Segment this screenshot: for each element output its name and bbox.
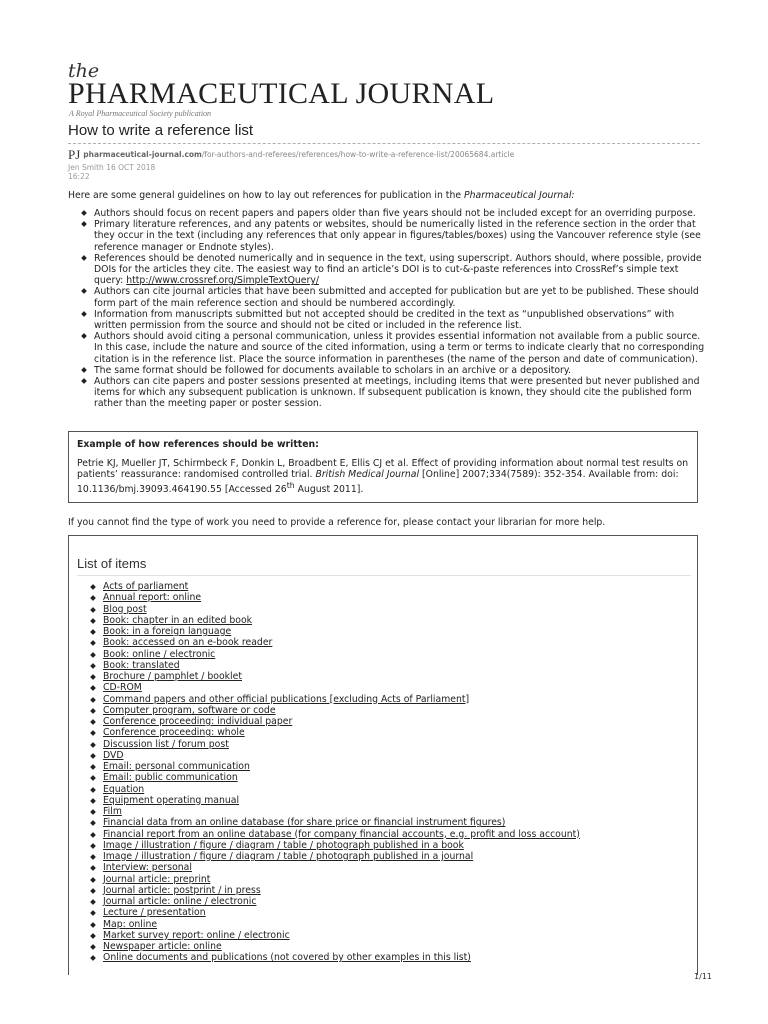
list-item	[77, 637, 580, 648]
item-link[interactable]: Book: online / electronic	[103, 648, 216, 660]
item-link[interactable]: Equation	[103, 783, 145, 795]
item-link[interactable]: DVD	[103, 749, 124, 761]
item-link[interactable]: Annual report: online	[103, 592, 202, 604]
contact-librarian-text: If you cannot find the type of work you need to provide a reference for, please contact your librarian for more help.	[68, 517, 606, 528]
item-link[interactable]: Financial report from an online database (for company financial accounts, e.g. profit and loss account)	[103, 828, 580, 840]
author-date: Jen Smith 16 OCT 2018	[68, 163, 156, 172]
item-link[interactable]: Book: chapter in an edited book	[103, 614, 253, 626]
guideline-item: Authors should focus on recent papers and papers older than five years should not be included except for an overriding purpose.	[68, 208, 708, 219]
list-item	[77, 840, 580, 851]
list-item	[77, 896, 580, 907]
source-url-line[interactable]	[68, 147, 514, 163]
list-item	[77, 592, 580, 603]
list-item	[77, 671, 580, 682]
item-link[interactable]: Journal article: online / electronic	[103, 896, 257, 907]
item-link[interactable]: Acts of parliament	[103, 581, 189, 592]
intro-paragraph	[68, 190, 575, 201]
list-item	[77, 784, 580, 795]
list-item	[77, 885, 580, 896]
example-journal: British Medical Journal	[315, 469, 420, 481]
publish-time: 16:22	[68, 172, 90, 181]
list-item	[77, 772, 580, 783]
guideline-item: Authors can cite papers and poster sessions presented at meetings, including items that were presented but never published and items for which any subsequent publication is unknown. If subsequent publication is known, they should cite the published form rather than the meeting paper or poster session.	[68, 376, 708, 410]
list-item	[77, 739, 580, 750]
list-item	[77, 907, 580, 918]
list-item	[77, 817, 580, 828]
guideline-item: References should be denoted numerically and in sequence in the text, using superscript. Authors should, where possible, provide DOIs for the articles they cite. The easiest way to find an article’s DOI is to cut-&-paste references into CrossRef’s simple text query: http://www.crossref.org/SimpleTextQuery/	[68, 253, 708, 287]
list-item	[77, 716, 580, 727]
list-item	[77, 919, 580, 930]
list-of-items-box	[68, 535, 698, 975]
item-link[interactable]: CD-ROM	[103, 682, 142, 694]
item-link[interactable]: Discussion list / forum post	[103, 738, 229, 750]
list-item	[77, 862, 580, 873]
item-link[interactable]: Financial data from an online database (for share price or financial instrument figures)	[103, 817, 506, 829]
article-meta	[68, 163, 155, 181]
list-item	[77, 930, 580, 941]
item-link[interactable]: Newspaper article: online	[103, 941, 222, 952]
list-item	[77, 952, 580, 963]
list-item	[77, 626, 580, 637]
list-item	[77, 941, 580, 952]
page-number: 1/11	[694, 972, 712, 981]
list-item	[77, 761, 580, 772]
intro-text: Here are some general guidelines on how to lay out references for publication in the	[68, 190, 465, 201]
intro-journal-name: Pharmaceutical Journal:	[464, 190, 575, 201]
list-item	[77, 806, 580, 817]
example-heading: Example of how references should be written:	[77, 439, 319, 450]
guideline-item: Authors can cite journal articles that have been submitted and accepted for publication but are yet to be published. These should form part of the main reference section and should be numbered accordingly.	[68, 286, 708, 308]
list-item	[77, 874, 580, 885]
list-heading-divider	[77, 575, 691, 576]
item-link[interactable]: Market survey report: online / electronic	[103, 929, 290, 941]
item-link[interactable]: Computer program, software or code	[103, 704, 276, 716]
list-item	[77, 604, 580, 615]
item-link[interactable]: Image / illustration / figure / diagram / table / photograph published in a journal	[103, 851, 474, 862]
item-link[interactable]: Lecture / presentation	[103, 907, 206, 919]
url-domain[interactable]: pharmaceutical-journal.com	[83, 150, 202, 159]
item-link[interactable]: Journal article: postprint / in press	[103, 884, 261, 896]
item-links-list	[77, 581, 580, 964]
list-heading: List of items	[77, 556, 147, 571]
item-link[interactable]: Email: personal communication	[103, 761, 250, 772]
url-path[interactable]: /for-authors-and-referees/references/how-to-write-a-reference-list/20065684.article	[201, 150, 515, 159]
list-item	[77, 581, 580, 592]
article-title: How to write a reference list	[68, 122, 254, 139]
guideline-item: The same format should be followed for documents available to scholars in an archive or a depository.	[68, 365, 708, 376]
list-item	[77, 727, 580, 738]
item-link[interactable]: Book: accessed on an e-book reader	[103, 637, 273, 649]
guideline-item: Primary literature references, and any patents or websites, should be numerically listed in the reference section in the order that they occur in the text (including any references that only appear in figures/tables/boxes) using the Vancouver reference style (see reference manager or Endnote styles).	[68, 219, 708, 253]
item-link[interactable]: Conference proceeding: individual paper	[103, 716, 293, 727]
list-item	[77, 682, 580, 693]
item-link[interactable]: Image / illustration / figure / diagram / table / photograph published in a book	[103, 839, 464, 851]
item-link[interactable]: Book: in a foreign language	[103, 626, 232, 637]
masthead-tagline: A Royal Pharmaceutical Society publication	[69, 109, 212, 118]
item-link[interactable]: Equipment operating manual	[103, 794, 240, 806]
item-link[interactable]: Online documents and publications (not covered by other examples in this list)	[103, 952, 471, 964]
list-item	[77, 829, 580, 840]
item-link[interactable]: Conference proceeding: whole	[103, 727, 245, 739]
list-item	[77, 851, 580, 862]
crossref-link[interactable]: http://www.crossref.org/SimpleTextQuery/	[126, 275, 319, 287]
list-item	[77, 750, 580, 761]
list-item	[77, 649, 580, 660]
item-link[interactable]: Map: online	[103, 918, 158, 930]
guidelines-list	[68, 208, 708, 410]
pj-logo-icon: PJ	[68, 147, 81, 162]
item-link[interactable]: Blog post	[103, 603, 147, 615]
list-item	[77, 694, 580, 705]
list-item	[77, 615, 580, 626]
list-item	[77, 795, 580, 806]
dashed-divider	[68, 143, 700, 144]
item-link[interactable]: Book: translated	[103, 659, 180, 671]
list-item	[77, 660, 580, 671]
example-box	[68, 431, 698, 503]
masthead-title: PHARMACEUTICAL JOURNAL	[68, 77, 495, 110]
item-link[interactable]: Email: public communication	[103, 772, 238, 784]
item-link[interactable]: Command papers and other official publications [excluding Acts of Parliament]	[103, 693, 470, 705]
guideline-item: Information from manuscripts submitted but not accepted should be credited in the text as “unpublished observations” with written permission from the source and should not be cited or included in the reference list.	[68, 309, 708, 331]
guideline-item: Authors should avoid citing a personal communication, unless it provides essential information not available from a public source. In this case, include the nature and source of the cited information, using a term or terms to indicate clearly that no corresponding citation is in the reference list. Place the source information in parentheses (the name of the person and date of communication).	[68, 331, 708, 365]
item-link[interactable]: Journal article: preprint	[103, 873, 211, 885]
item-link[interactable]: Interview: personal	[103, 862, 192, 874]
item-link[interactable]: Brochure / pamphlet / booklet	[103, 671, 243, 682]
item-link[interactable]: Film	[103, 806, 122, 817]
list-item	[77, 705, 580, 716]
example-reference: Petrie KJ, Mueller JT, Schirmbeck F, Donkin L, Broadbent E, Ellis CJ et al. Effect of providing information about normal test results on patients’ reassurance: randomised controlled trial. British Medical Journal [Online] 2007;334(7589): 352-354. Available from: doi: 10.1136/bmj.39093.464190.55 [Accessed 26th August 2011].	[77, 458, 689, 496]
masthead-the: the	[68, 60, 100, 82]
